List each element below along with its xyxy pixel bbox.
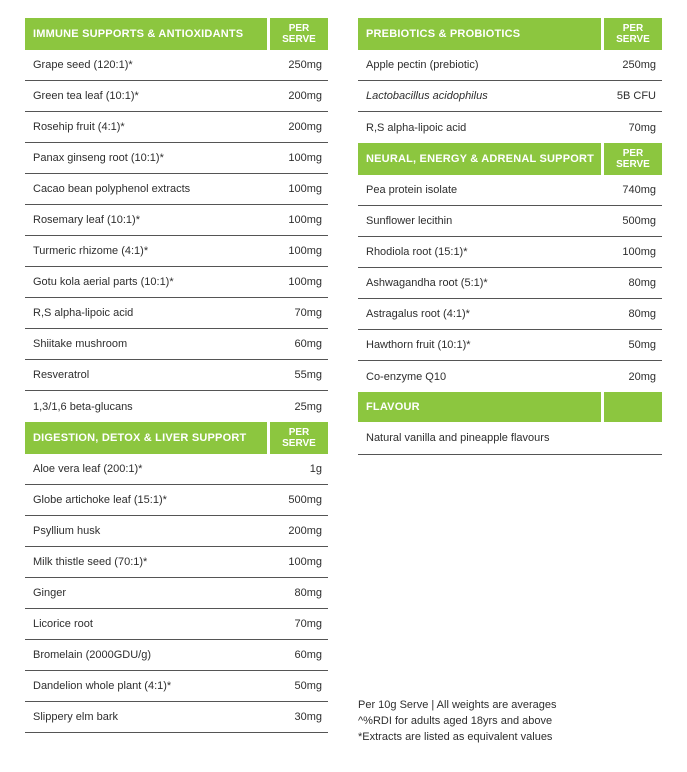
ingredient-amount: 80mg: [628, 277, 656, 289]
ingredient-name: Ginger: [33, 587, 67, 599]
table-row: [358, 268, 662, 299]
ingredient-name: Rhodiola root (15:1)*: [366, 246, 468, 258]
prebiotics-header: [358, 18, 662, 50]
ingredient-amount: 25mg: [294, 400, 322, 413]
ingredient-amount: 100mg: [288, 556, 322, 568]
prebiotics-serve-label: PER SERVE: [601, 18, 662, 50]
ingredient-amount: 100mg: [288, 214, 322, 226]
table-row: [25, 112, 328, 143]
immune-header: [25, 18, 328, 50]
table-row: [358, 361, 662, 392]
ingredient-amount: 70mg: [294, 618, 322, 630]
table-row: [358, 175, 662, 206]
ingredient-amount: 250mg: [288, 59, 322, 71]
neural-header: [358, 143, 662, 175]
table-row: [25, 547, 328, 578]
ingredient-amount: 50mg: [628, 339, 656, 351]
table-row: [25, 298, 328, 329]
ingredient-amount: 100mg: [288, 152, 322, 164]
table-row: [358, 81, 662, 112]
footnotes: [358, 697, 662, 745]
ingredient-amount: 500mg: [622, 215, 656, 227]
table-row: [25, 391, 328, 422]
table-row: [25, 640, 328, 671]
table-row: [25, 174, 328, 205]
ingredient-name: Aloe vera leaf (200:1)*: [33, 463, 143, 475]
ingredient-name: Dandelion whole plant (4:1)*: [33, 680, 172, 692]
table-row: [25, 81, 328, 112]
digestion-header: [25, 422, 328, 454]
right-column: [358, 18, 662, 455]
ingredient-name: Cacao bean polyphenol extracts: [33, 183, 191, 195]
ingredient-amount: 1g: [309, 463, 322, 475]
ingredient-amount: 100mg: [288, 183, 322, 195]
table-row: [358, 237, 662, 268]
table-row: [25, 329, 328, 360]
digestion-serve-label: PER SERVE: [267, 422, 328, 454]
table-row: [358, 330, 662, 361]
ingredient-amount: 200mg: [288, 525, 322, 537]
ingredient-name: Green tea leaf (10:1)*: [33, 90, 139, 102]
table-row: [25, 267, 328, 298]
ingredient-name: Rosemary leaf (10:1)*: [33, 214, 140, 226]
ingredient-name: Pea protein isolate: [366, 184, 458, 196]
ingredient-name: Shiitake mushroom: [33, 338, 128, 350]
ingredient-amount: 50mg: [294, 680, 322, 692]
ingredient-amount: 500mg: [288, 494, 322, 506]
ingredient-name: Resveratrol: [33, 369, 90, 381]
ingredient-amount: 20mg: [628, 370, 656, 383]
flavour-title: FLAVOUR: [366, 401, 420, 413]
ingredient-name: Rosehip fruit (4:1)*: [33, 121, 125, 133]
ingredient-amount: 80mg: [294, 587, 322, 599]
ingredient-amount: 100mg: [288, 276, 322, 288]
digestion-title: DIGESTION, DETOX & LIVER SUPPORT: [33, 432, 247, 444]
ingredient-name: Hawthorn fruit (10:1)*: [366, 339, 471, 351]
ingredient-name: R,S alpha-lipoic acid: [366, 121, 467, 134]
immune-rows: [25, 50, 328, 422]
immune-title: IMMUNE SUPPORTS & ANTIOXIDANTS: [33, 28, 244, 40]
ingredient-amount: 100mg: [288, 245, 322, 257]
ingredient-amount: 200mg: [288, 121, 322, 133]
ingredient-amount: 70mg: [628, 121, 656, 134]
ingredient-amount: 55mg: [294, 369, 322, 381]
ingredient-amount: 740mg: [622, 184, 656, 196]
table-row: [25, 578, 328, 609]
table-row: [25, 702, 328, 733]
ingredient-name: Ashwagandha root (5:1)*: [366, 277, 488, 289]
table-row: [25, 50, 328, 81]
table-row: [358, 112, 662, 143]
table-row: [358, 206, 662, 237]
prebiotics-rows: [358, 50, 662, 143]
ingredient-name: Astragalus root (4:1)*: [366, 308, 470, 320]
ingredient-amount: 60mg: [294, 338, 322, 350]
flavour-header: [358, 392, 662, 422]
ingredient-amount: 80mg: [628, 308, 656, 320]
prebiotics-title: PREBIOTICS & PROBIOTICS: [366, 28, 521, 40]
ingredient-amount: 200mg: [288, 90, 322, 102]
table-row: [25, 671, 328, 702]
table-row: [25, 360, 328, 391]
ingredient-name: Bromelain (2000GDU/g): [33, 649, 151, 661]
ingredient-amount: 60mg: [294, 649, 322, 661]
ingredient-amount: 5B CFU: [616, 90, 656, 102]
ingredient-name: Slippery elm bark: [33, 711, 118, 723]
flavour-serve-cell: [601, 392, 662, 422]
left-column: [25, 18, 328, 733]
ingredient-amount: 250mg: [622, 59, 656, 71]
ingredient-name: Milk thistle seed (70:1)*: [33, 556, 148, 568]
neural-rows: [358, 175, 662, 392]
table-row: [25, 609, 328, 640]
immune-serve-label: PER SERVE: [267, 18, 328, 50]
footnote-serve: Per 10g Serve | All weights are averages: [358, 699, 557, 711]
table-row: [358, 50, 662, 81]
table-row: [25, 454, 328, 485]
ingredient-name: Psyllium husk: [33, 525, 101, 537]
table-row: [25, 485, 328, 516]
table-row: [25, 516, 328, 547]
neural-title: NEURAL, ENERGY & ADRENAL SUPPORT: [366, 153, 595, 165]
neural-serve-label: PER SERVE: [601, 143, 662, 175]
ingredient-name: Lactobacillus acidophilus: [366, 90, 488, 102]
footnote-rdi: ^%RDI for adults aged 18yrs and above: [358, 715, 553, 727]
ingredient-name: Apple pectin (prebiotic): [366, 59, 479, 71]
ingredient-amount: 70mg: [294, 307, 322, 319]
ingredient-name: Globe artichoke leaf (15:1)*: [33, 494, 167, 506]
table-row: [25, 205, 328, 236]
ingredient-name: 1,3/1,6 beta-glucans: [33, 400, 133, 413]
ingredient-amount: 100mg: [622, 246, 656, 258]
digestion-rows: [25, 454, 328, 733]
ingredient-amount: 30mg: [294, 711, 322, 723]
ingredient-name: Co-enzyme Q10: [366, 370, 447, 383]
ingredient-name: Grape seed (120:1)*: [33, 59, 133, 71]
footnote-extracts: *Extracts are listed as equivalent values: [358, 731, 553, 743]
table-row: [358, 299, 662, 330]
ingredient-name: Licorice root: [33, 618, 93, 630]
table-row: [25, 236, 328, 267]
ingredient-name: Gotu kola aerial parts (10:1)*: [33, 276, 174, 288]
table-row: [25, 143, 328, 174]
flavour-text: Natural vanilla and pineapple flavours: [358, 422, 662, 455]
ingredient-name: R,S alpha-lipoic acid: [33, 307, 134, 319]
ingredient-name: Panax ginseng root (10:1)*: [33, 152, 164, 164]
ingredient-name: Sunflower lecithin: [366, 215, 453, 227]
ingredient-name: Turmeric rhizome (4:1)*: [33, 245, 149, 257]
